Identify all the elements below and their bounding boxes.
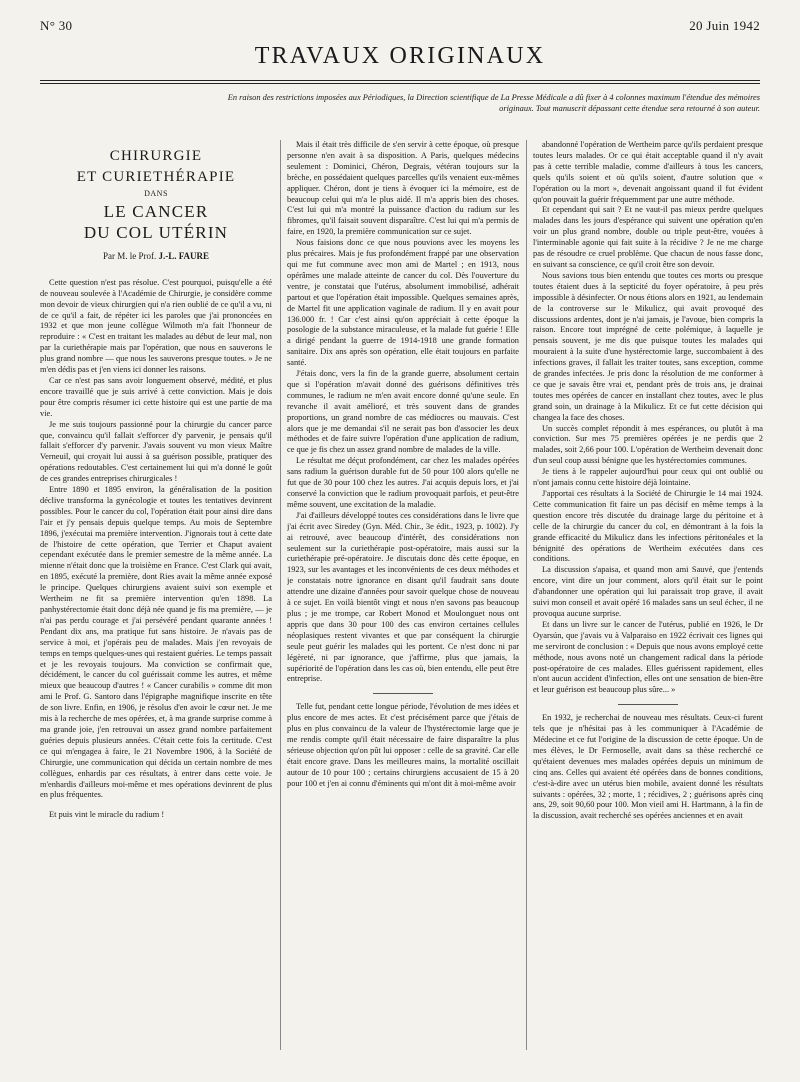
paragraph: J'apportai ces résultats à la Société de Chirurgie le 14 mai 1924. Cette communication fit faire un pas décisif en même temps à la question encore très discutée du drainage large du péritoine et à celle de la chirurgie du cancer du col, en démontrant à la fois la grande efficacité du Mikulicz dans les infections péritonéales et la bénignité des opérations de Wertheim exécutées dans ces conditions. xyxy=(533,489,763,564)
paragraph: J'ai d'ailleurs développé toutes ces considérations dans le livre que j'ai écrit avec Siredey (Gyn. Méd. Chir., 3e édit., 1923, p. 1002). J'y ai retrouvé, avec beaucoup d'intérêt, des considérations non seulement sur la curiethérapie post-opératoire, mais aussi sur la curiethérapie pré-opératoire. Je discutais donc dès cette époque, en 1923, sur les avantages et les inconvénients de ces deux méthodes et je constatais notre ignorance en disant qu'il faudrait sans doute attendre une dizaine d'années pour savoir quelque chose de nouveau à ce sujet. En voilà bientôt vingt et nous n'en savons pas beaucoup plus ; je me trompe, car Robert Monod et Moulonguet nous ont appris que dans 30 pour 100 des cas environ certaines cellules néoplasiques restent vivantes et que par conséquent la chirurgie seule peut guérir les malades qui les portent. Ce n'est donc ni par légèreté, ni par ignorance, que j'affirme, plus que jamais, la supériorité de l'opération dans les cas où, bien entendu, elle peut être entreprise. xyxy=(287,510,519,684)
title-rule-bottom xyxy=(40,83,760,84)
paragraph-tail: Et puis vint le miracle du radium ! xyxy=(49,810,165,820)
issue-date: 20 Juin 1942 xyxy=(689,18,760,33)
editor-note: En raison des restrictions imposées aux Périodiques, la Direction scientifique de La Presse Médicale a dû fixer à 4 colonnes maximum l'étendue des mémoires originaux. Tout manuscrit dépassant cette étendue sera retourné à son auteur. xyxy=(227,93,760,113)
article-byline xyxy=(40,251,272,262)
article-title-line-1: CHIRURGIE xyxy=(109,148,203,164)
paragraph: Un succès complet répondit à mes espérances, ou plutôt à ma conviction. Sur mes 75 premières opérées je ne perdis que 2 malades, soit 2,66 pour 100. L'opération de Wertheim devenait donc d'un seul coup aussi bénigne que les hystérectomies communes. xyxy=(533,423,763,466)
section-title: TRAVAUX ORIGINAUX xyxy=(254,43,546,69)
paragraph: La discussion s'apaisa, et quand mon ami Sauvé, que j'entends encore, vint dire un jour comment, alors qu'il était sur le point d'abandonner une opération qui lui paraissait trop grave, il avait suivi mon conseil et avait opéré 16 malades sans un seul échec, il ne provoqua aucune surprise. xyxy=(533,565,763,618)
article-title-line-2: ET CURIETHÉRAPIE xyxy=(76,169,236,185)
article-title-dans: DANS xyxy=(144,189,168,198)
paragraph: J'étais donc, vers la fin de la grande guerre, absolument certain que si l'opération m'avait donné des guérisons définitives très communes, le radium ne m'en avait encore donné qu'une seule. En revanche il avait amélioré, et très souvent dans de grandes proportions, un grand nombre de cas médiocres ou mauvais. C'est alors que je me demandai s'il ne serait pas bon d'associer les deux méthodes et de faire suivre l'opération d'une application de radium, ce que je fis chez un assez grand nombre de malades de la ville. xyxy=(287,369,519,455)
paragraph: Cette question n'est pas résolue. C'est pourquoi, puisqu'elle a été de nouveau soulevée à l'Académie de Chirurgie, je considère comme mon devoir de vieux chirurgien qui n'a rien oublié de ce qu'il a vu, ni de ce qu'il a fait, de répéter ici les paroles que j'ai prononcées en 1932 et que mon jeune collègue Wilmoth m'a fait l'honneur de reproduire : « C'est en traitant les malades au début de leur mal, non par la curiethérapie mais par l'opération, que nous en sauverons le plus grand nombre — que nous les sauverons presque toutes. » Je ne m'en dédis pas et j'en viens ici donner les raisons. xyxy=(40,277,272,375)
paragraph: Je tiens à le rappeler aujourd'hui pour ceux qui ont oublié ou n'ont jamais connu cette histoire déjà lointaine. xyxy=(533,467,763,488)
paragraph: Nous faisions donc ce que nous pouvions avec les moyens les plus précaires. Mais je fus profondément frappé par une observation qui me fut commune avec mon ami de Martel ; en 1913, nous opérâmes une malade atteinte de cancer du col. Dès l'ouverture du ventre, je constatai que l'utérus, absolument immobilisé, adhérait partout et que l'opération était impossible. Quelques semaines après, de Martel fit une application vaginale de radium. Il y en avait pour 136.000 fr. ! Car c'est ainsi qu'on appréciait à cette époque la posologie de la substance miraculeuse, et la malade fut guérie ! Elle a dirigé pendant la guerre de 1914-1918 une grande formation sanitaire. Dix ans après son opération, elle était toujours en parfaite santé. xyxy=(287,238,519,368)
paragraph-divider xyxy=(373,693,433,694)
article-column-2 xyxy=(287,140,519,1050)
byline-prefix: Par M. le Prof. xyxy=(102,250,157,261)
column-separator xyxy=(280,140,281,1050)
paragraph: Et cependant qui sait ? Et ne vaut-il pas mieux perdre quelques malades dans les jours d'espérance qui suivent une opération qu'en voir un plus grand nombre, double ou triple peut-être, vouées à l'interminable agonie qui fait suite à la récidive ? Je ne me charge pas de résoudre ce cruel problème. Que chacun de nous fasse donc, en suivant sa conscience, ce qu'il croit être son devoir. xyxy=(533,205,763,269)
article-title-line-3: LE CANCER xyxy=(103,201,209,221)
paragraph: Je me suis toujours passionné pour la chirurgie du cancer parce que, convaincu qu'il fallait s'efforcer d'y parvenir, je pensais qu'il fallait s'efforcer d'y parvenir. J'avais souvent vu mon vieux Maître Verneuil, qui croyait lui aussi à sa guérison possible, pratiquer des opérations redoutables. C'est certainement lui qui m'a donné le goût de ces grandes entreprises chirurgicales ! xyxy=(40,419,272,484)
column-separator xyxy=(526,140,527,1050)
paragraph: Le résultat me déçut profondément, car chez les malades opérées sans radium la guérison durable fut de 50 pour 100 alors qu'elle ne fut que de 30 pour 100 chez les autres. J'ai acquis depuis lors, et j'ai conservé la conviction que le radium provoquait parfois, et peut-être même souvent, une excitation de la maladie. xyxy=(287,456,519,509)
issue-number: N° 30 xyxy=(40,18,73,33)
paragraph: Entre 1890 et 1895 environ, la généralisation de la position déclive transforma la gynécologie et toutes les tentatives devinrent possibles. Pour le cancer du col, l'opération était pour ainsi dire dans l'air et j'y pensais depuis quelque temps. Au mois de Septembre 1896, j'exécutai ma première intervention. J'ignorais tout à cette date de l'histoire de cette opération, que Terrier et Chaput avaient cependant exécutée dans le premier semestre de la même année. La mienne n'était donc que la troisième en France. C'est Clark qui avait, en 1895, exécuté la première, dont Ries avait la même année exposé le principe. Quelques chirurgiens avaient suivi son exemple et Wertheim ne fit sa première intervention qu'en 1898. La panhystérectomie était donc déjà née quand je fis ma première, — je n'ai pas perdu courage et j'ai persévéré pendant quarante années ! Pendant dix ans, ma pratique fut sans histoire. Je n'avais pas de service à moi, et j'opérais peu de malades. Mais j'en revoyais de temps en temps quelques-unes qui restaient guéries. Le temps passait et je les revoyais toujours. Ma conviction se confirmait que, décidément, le cancer du col guérissait comme les autres, et même mieux que beaucoup d'autres ! « Cancer curabilis » comme dit mon ami le Prof. G. Santoro dans l'épigraphe magnifique inscrite en tête de son livre. Enfin, en 1906, je résolus d'en avoir le cœur net. Je me mis à la recherche de mes opérées, et, à ma grande surprise comme à ma grande joie, j'en retrouvai un assez grand nombre parfaitement guéries depuis plusieurs années. C'était cette fois la certitude. C'est ce qui m'engagea à faire, le 21 Novembre 1906, à la Société de Chirurgie, une communication qui décida un certain nombre de mes collègues, enhardis par ces résultats, à entrer dans cette voie. Je m'enhardis d'ailleurs moi-même et mes opérations devinrent de plus en plus fréquentes. xyxy=(40,485,272,800)
paragraph: abandonné l'opération de Wertheim parce qu'ils perdaient presque toutes leurs malades. Or ce qui était acceptable quand il n'y avait pas à cette terrible maladie, comme d'ailleurs à tous les cancers, quels qu'ils soient et où qu'ils soient, d'autre solution que « l'opération ou la mort », devenait angoissant quand il fut évident qu'on pouvait la guérir fréquemment par une autre méthode. xyxy=(533,140,763,204)
article-column-3 xyxy=(533,140,763,1050)
paragraph: Mais il était très difficile de s'en servir à cette époque, où presque personne n'en avait à sa disposition. A Paris, quelques médecins seulement : Dominici, Chéron, Degrais, vétéran toujours sur la brèche, en possédaient quelques parcelles qu'ils venaient eux-mêmes appliquer. Chéron, dont je tiens à évoquer ici la mémoire, est de beaucoup celui qui m'a le plus aidé. Il m'a appris bien des choses. C'est lui qui m'a montré la puissance d'action du radium sur les fibromes, qu'il faisait souvent disparaître. C'est lui qui m'a permis de faire, en 1920, la première communication sur ce sujet. xyxy=(287,140,519,237)
title-rule-top xyxy=(40,80,760,81)
paragraph: Et dans un livre sur le cancer de l'utérus, publié en 1926, le Dr Oyarsún, que j'avais vu à Valparaiso en 1922 écrivait ces lignes qui me serviront de conclusion : « Depuis que nous avons employé cette méthode, nous avons noté un changement radical dans la période post-opératoire de ces malades. Elles guérissent rapidement, elles n'ont aucun accident d'infection, elles ont une sensation de bien-être et leur guérison est beaucoup plus sûre... » xyxy=(533,619,763,695)
article-title-line-4: DU COL UTÉRIN xyxy=(83,222,229,242)
paragraph: Car ce n'est pas sans avoir longuement observé, médité, et plus encore travaillé que je suis arrivé à cette conviction. Mais je dois pour être compris résumer ici cette histoire qui est une partie de ma vie. xyxy=(40,375,272,418)
paragraph: Telle fut, pendant cette longue période, l'évolution de mes idées et plus encore de mes actes. Et c'est précisément parce que j'étais de plus en plus convaincu de la valeur de l'hystérectomie large que je me rendis compte qu'il était nécessaire de faire disparaître la plus sérieuse objection qu'on pût lui opposer : celle de sa gravité. Car elle était encore grave. Dans les meilleures mains, la mortalité oscillait autour de 10 pour 100 ; certains chirurgiens accusaient de 15 à 20 pour 100 et j'en ai connu d'éminents qui m'ont dit à moi-même avoir xyxy=(287,702,519,788)
author-name: J.-L. FAURE xyxy=(158,250,210,261)
article-column-1 xyxy=(40,140,272,1050)
paragraph: Nous savions tous bien entendu que toutes ces morts ou presque toutes étaient dues à la septicité du foyer opératoire, à peu près impossible à désinfecter. Or nous étions alors en 1921, au lendemain de la controverse sur le Mikulicz, qui avait provoqué des discussions ardentes, dont je n'ai jamais, je l'avoue, bien compris la raison. Encore tout imprégné de cette polémique, à laquelle je pensais souvent, je me dis que puisque toutes les malades qui mouraient à la suite d'une hystérectomie large, succombaient à des infections graves, il fallait les traiter toutes, sans exception, comme de grandes infectées. Je pris donc la résolution de me conformer à ce que je savais être vrai et, pendant près de trois ans, je drainai toutes mes opérées de cancer en installant chez toutes, avec le plus grand soin, un drainage à la Mikulicz. Et ce fut cette décision qui changea la face des choses. xyxy=(533,270,763,422)
paragraph-divider xyxy=(618,704,678,705)
paragraph: En 1932, je recherchai de nouveau mes résultats. Ceux-ci furent tels que je n'hésitai pas à les communiquer à l'Académie de Médecine et ce fut l'origine de la discussion de cette époque. Un de mes élèves, le Dr Fermoselle, avait dans sa thèse recherché ce qu'étaient devenues mes malades opérées depuis un minimum de cinq ans. Celles qui avaient été opérées dans de bonnes conditions, c'est-à-dire avec un utérus bien mobile, avaient donné les résultats suivants : opérées, 32 ; morte, 1 ; récidives, 2 ; guérisons après cinq ans, 29, soit 90,60 pour 100. Mon vieil ami H. Hartmann, à la fin de la discussion, avait recherché ses opérées anciennes et en avait xyxy=(533,713,763,821)
